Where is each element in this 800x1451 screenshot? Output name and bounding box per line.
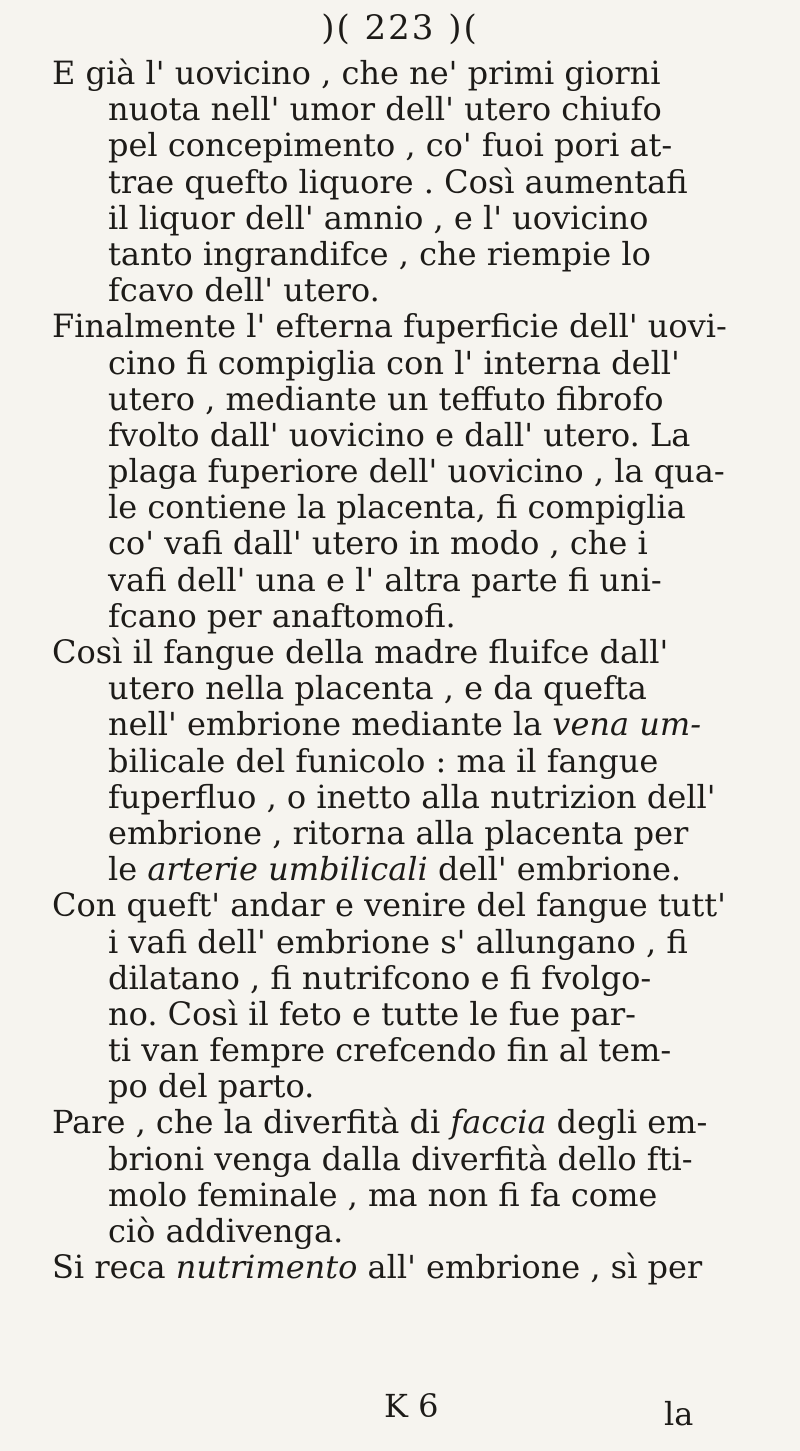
body-text (52, 55, 770, 1285)
italic-term: faccia (450, 1103, 547, 1142)
text-line: utero nella placenta , e da quefta (108, 669, 647, 708)
text-line: utero , mediante un teffuto fibrofo (108, 379, 664, 418)
text-line: ciò addivenga. (108, 1212, 344, 1250)
text-line: cino fi compiglia con l' interna dell' (108, 343, 680, 382)
text-line: fcavo dell' utero. (108, 271, 380, 310)
text-line: fcano per anaftomofi. (108, 596, 456, 635)
text-line: le contiene la placenta, fi compiglia (108, 488, 686, 527)
text-fragment: nell' embrione mediante la (108, 705, 543, 744)
text-line: i vafi dell' embrione s' allungano , fi (108, 922, 688, 961)
text-line (52, 851, 770, 887)
text-line: pel concepimento , co' fuoi pori at- (108, 126, 673, 165)
text-line: Finalmente l' efterna fuperficie dell' uovi- (52, 307, 727, 346)
page-header (0, 8, 800, 48)
text-line (52, 706, 770, 742)
text-line: molo feminale , ma non fi fa come (108, 1175, 658, 1214)
italic-term: vena um- (552, 705, 702, 744)
text-line: brioni venga dalla diverfità dello fti- (108, 1139, 693, 1178)
text-line: nuota nell' umor dell' utero chiufo (108, 90, 662, 129)
text-line: plaga fuperiore dell' uovicino , la qua- (108, 452, 725, 491)
text-line: il liquor dell' amnio , e l' uovicino (108, 198, 649, 237)
italic-term: nutrimento (175, 1248, 358, 1287)
text-line: po del parto. (108, 1067, 315, 1106)
catchword: la (664, 1395, 694, 1433)
text-fragment: Pare , che la diverfità di (52, 1103, 441, 1142)
text-fragment: all' embrione , sì per (367, 1248, 703, 1287)
text-line: co' vafi dall' utero in modo , che i (108, 524, 648, 563)
text-line: tanto ingrandifce , che riempie lo (108, 234, 651, 273)
text-line (52, 1249, 770, 1285)
italic-term: arterie umbilicali (147, 850, 428, 889)
text-line: Con queft' andar e venire del fangue tutt' (52, 886, 726, 925)
text-line: E già l' uovicino , che ne' primi giorni (52, 54, 661, 92)
text-line: fvolto dall' uovicino e dall' utero. La (108, 415, 691, 454)
text-line: ti van fempre crefcendo fin al tem- (108, 1031, 672, 1070)
text-line (52, 1104, 770, 1140)
text-line: Così il fangue della madre fluifce dall' (52, 633, 669, 671)
text-line: embrione , ritorna alla placenta per (108, 813, 689, 852)
page-footer (0, 1388, 800, 1450)
text-line: bilicale del funicolo : ma il fangue (108, 741, 659, 780)
text-line: fuperfluo , o inetto alla nutrizion dell' (108, 777, 716, 816)
text-line: dilatano , fi nutrifcono e fi fvolgo- (108, 958, 652, 997)
text-line: vafi dell' una e l' altra parte fi uni- (108, 560, 662, 599)
page-number: )( 223 )( (321, 8, 479, 48)
text-line: trae quefto liquore . Così aumentafi (108, 162, 688, 201)
text-fragment: dell' embrione. (437, 850, 682, 889)
text-line: no. Così il feto e tutte le fue par- (108, 994, 636, 1033)
signature-mark: K 6 (384, 1387, 439, 1425)
text-fragment: degli em- (556, 1103, 708, 1142)
text-fragment: le (108, 850, 138, 889)
text-fragment: Si reca (52, 1248, 166, 1287)
